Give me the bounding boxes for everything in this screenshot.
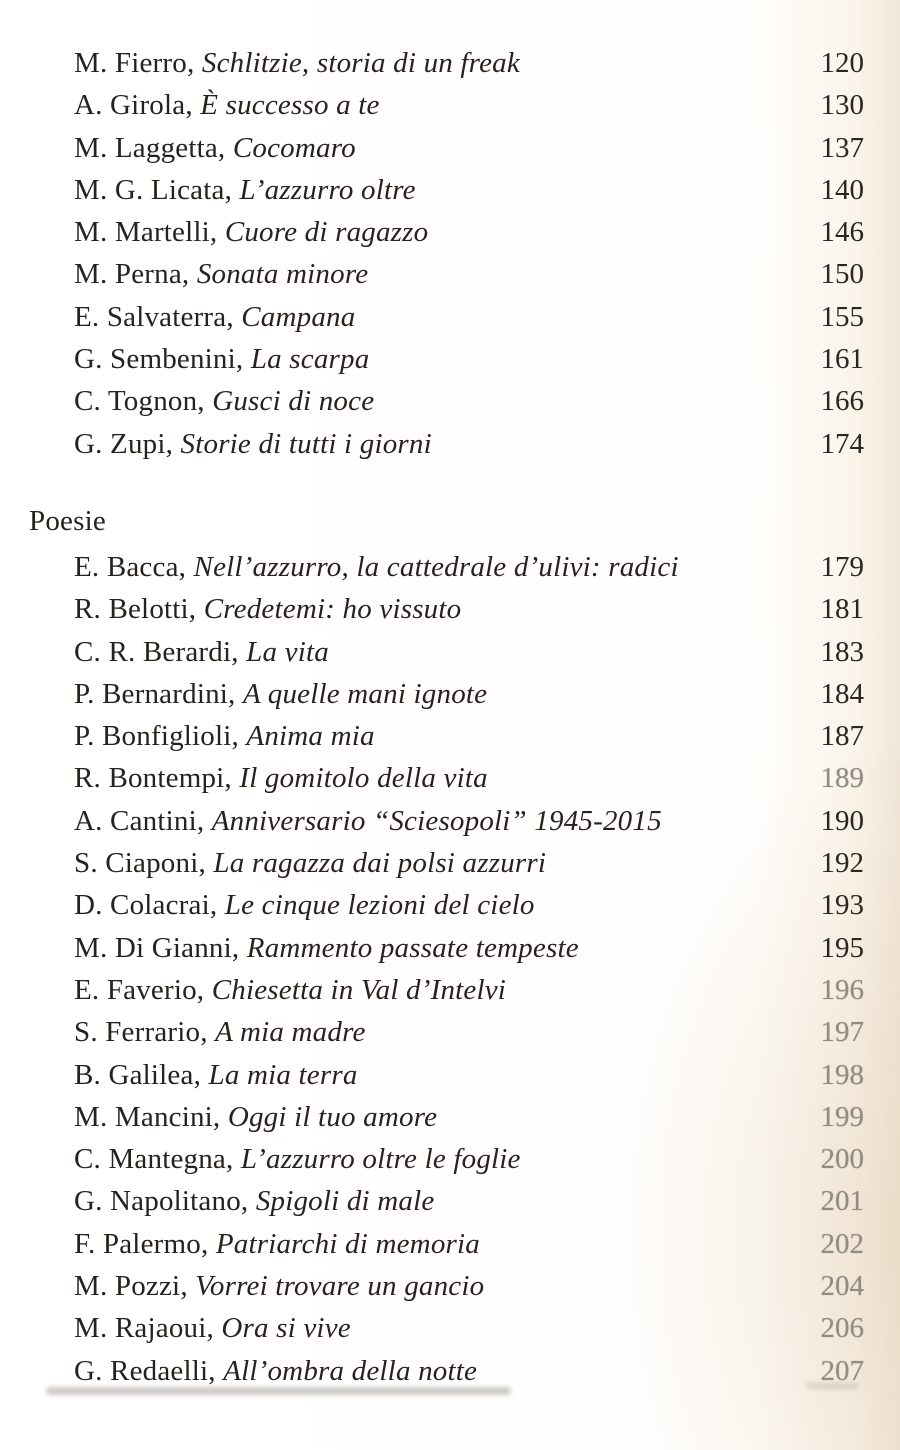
toc-author: E. Bacca, (74, 551, 187, 583)
toc-entry (74, 1096, 804, 1138)
toc-entry (74, 1223, 804, 1265)
toc-page-number: 183 (820, 635, 864, 668)
toc-page-number: 207 (820, 1354, 864, 1387)
toc-row (0, 1096, 900, 1138)
toc-page-number: 120 (820, 47, 864, 79)
toc-entry (74, 673, 804, 715)
toc-row (0, 338, 900, 380)
toc-page-number: 179 (820, 551, 864, 583)
toc-author: F. Palermo, (74, 1227, 209, 1260)
toc-title: Vorrei trovare un gancio (195, 1270, 485, 1303)
toc-author: P. Bonfiglioli, (74, 720, 239, 753)
toc-entry (74, 1011, 804, 1053)
toc-title: A quelle mani ignote (242, 677, 488, 710)
toc-row (0, 715, 900, 757)
toc-page-number: 193 (820, 889, 864, 922)
toc-entry (74, 296, 804, 338)
toc-title: A mia madre (215, 1016, 366, 1049)
toc-page-number: 197 (820, 1016, 864, 1049)
toc-page-number: 146 (820, 216, 864, 249)
toc-entry (74, 800, 804, 842)
toc-title: Credetemi: ho vissuto (203, 593, 462, 626)
toc-author: G. Sembenini, (74, 343, 244, 376)
toc-page-number: 201 (820, 1185, 864, 1218)
toc-page-number: 202 (820, 1227, 864, 1260)
toc-title: Nell’azzurro, la cattedrale d’ulivi: radici (193, 551, 679, 583)
toc-row (0, 380, 900, 422)
toc-title: L’azzurro oltre (239, 173, 416, 206)
toc-row (0, 927, 900, 969)
toc-row (0, 884, 900, 926)
toc-title: Anima mia (246, 720, 375, 753)
toc-title: Chiesetta in Val d’Intelvi (211, 973, 507, 1006)
scan-artifact-smudge-right (806, 1383, 858, 1389)
toc-row (0, 169, 900, 211)
toc-page-number: 189 (820, 762, 864, 795)
toc-title: Storie di tutti i giorni (180, 427, 432, 460)
toc-page-number: 195 (820, 931, 864, 964)
toc-page-number: 199 (820, 1100, 864, 1133)
toc-title: Cocomaro (232, 131, 356, 164)
toc-entry (74, 927, 804, 969)
section-heading-poesie: Poesie (29, 505, 106, 537)
toc-author: C. Tognon, (74, 385, 205, 418)
toc-author: B. Galilea, (74, 1058, 202, 1091)
toc-row (0, 1307, 900, 1349)
toc-page-number: 196 (820, 973, 864, 1006)
toc-page-number: 137 (820, 131, 864, 164)
toc-page-number: 161 (820, 343, 864, 376)
toc-title: La vita (246, 635, 329, 668)
toc-author: M. Di Gianni, (74, 931, 240, 964)
toc-author: M. Martelli, (74, 216, 218, 249)
toc-row (0, 1350, 900, 1392)
toc-entry (74, 84, 804, 126)
toc-author: G. Redaelli, (74, 1354, 216, 1387)
toc-title: La ragazza dai polsi azzurri (213, 847, 547, 880)
toc-entry (74, 1307, 804, 1349)
toc-author: S. Ciaponi, (74, 847, 206, 880)
toc-author: M. Rajaoui, (74, 1312, 214, 1345)
toc-row (0, 1054, 900, 1096)
toc-author: M. Perna, (74, 258, 190, 291)
toc-author: E. Faverio, (74, 973, 205, 1006)
toc-row (0, 84, 900, 126)
toc-entry (74, 1180, 804, 1222)
toc-page-number: 200 (820, 1143, 864, 1176)
toc-title: L’azzurro oltre le foglie (240, 1143, 521, 1176)
toc-page-number: 190 (820, 804, 864, 837)
toc-row (0, 127, 900, 169)
toc-title: Rammento passate tempeste (246, 931, 579, 964)
toc-row (0, 969, 900, 1011)
toc-page-number: 181 (820, 593, 864, 626)
toc-page-number: 174 (820, 427, 864, 460)
toc-entry (74, 380, 804, 422)
toc-page-number: 192 (820, 847, 864, 880)
toc-author: P. Bernardini, (74, 677, 236, 710)
toc-title: Gusci di noce (212, 385, 375, 418)
toc-entry (74, 842, 804, 884)
toc-title: La mia terra (208, 1058, 358, 1091)
toc-page-number: 204 (820, 1270, 864, 1303)
toc-author: D. Colacrai, (74, 889, 218, 922)
toc-title: Anniversario “Sciesopoli” 1945-2015 (211, 804, 662, 837)
toc-entry (74, 423, 804, 465)
toc-title: Le cinque lezioni del cielo (224, 889, 535, 922)
toc-author: A. Girola, (74, 89, 193, 122)
toc-row (0, 800, 900, 842)
toc-row (0, 588, 900, 630)
toc-title: All’ombra della notte (223, 1354, 478, 1387)
toc-row (0, 42, 900, 84)
toc-entry (74, 715, 804, 757)
toc-title: È successo a te (200, 89, 380, 122)
toc-author: G. Zupi, (74, 427, 174, 460)
toc-author: M. Laggetta, (74, 131, 226, 164)
toc-author: C. R. Berardi, (74, 635, 239, 668)
toc-row (0, 673, 900, 715)
toc-title: Patriarchi di memoria (215, 1227, 480, 1260)
toc-row (0, 1180, 900, 1222)
scan-artifact-partial-line (46, 1387, 511, 1395)
toc-title: Schlitzie, storia di un freak (201, 47, 520, 79)
toc-page-number: 206 (820, 1312, 864, 1345)
toc-section-poesie (0, 546, 900, 1392)
toc-title: La scarpa (250, 343, 370, 376)
toc-row (0, 842, 900, 884)
toc-entry (74, 588, 804, 630)
toc-title: Spigoli di male (255, 1185, 435, 1218)
toc-title: Oggi il tuo amore (227, 1100, 438, 1133)
toc-author: R. Belotti, (74, 593, 197, 626)
toc-entry (74, 1054, 804, 1096)
toc-entry (74, 42, 804, 84)
toc-entry (74, 631, 804, 673)
toc-author: M. G. Licata, (74, 173, 233, 206)
toc-row (0, 253, 900, 295)
toc-entry (74, 969, 804, 1011)
toc-row (0, 1223, 900, 1265)
toc-row (0, 423, 900, 465)
toc-author: G. Napolitano, (74, 1185, 249, 1218)
toc-row (0, 1011, 900, 1053)
toc-title: Sonata minore (196, 258, 369, 291)
toc-author: M. Fierro, (74, 47, 195, 79)
toc-entry (74, 169, 804, 211)
toc-entry (74, 546, 804, 588)
toc-title: Ora si vive (221, 1312, 351, 1345)
toc-row (0, 1138, 900, 1180)
toc-title: Cuore di ragazzo (224, 216, 429, 249)
toc-author: A. Cantini, (74, 804, 205, 837)
toc-author: E. Salvaterra, (74, 300, 234, 333)
toc-author: S. Ferrario, (74, 1016, 208, 1049)
toc-entry (74, 884, 804, 926)
toc-page-number: 166 (820, 385, 864, 418)
toc-row (0, 296, 900, 338)
toc-page-number: 155 (820, 300, 864, 333)
toc-author: R. Bontempi, (74, 762, 232, 795)
toc-entry (74, 1138, 804, 1180)
toc-page-number: 140 (820, 173, 864, 206)
toc-row (0, 631, 900, 673)
toc-entry (74, 211, 804, 253)
toc-page-number: 130 (820, 89, 864, 122)
toc-title: Campana (241, 300, 356, 333)
toc-author: M. Mancini, (74, 1100, 221, 1133)
toc-section-prose (0, 42, 900, 465)
toc-author: M. Pozzi, (74, 1270, 188, 1303)
toc-page-number: 198 (820, 1058, 864, 1091)
toc-entry (74, 757, 804, 799)
toc-page-number: 150 (820, 258, 864, 291)
toc-entry (74, 127, 804, 169)
toc-entry (74, 338, 804, 380)
toc-entry (74, 253, 804, 295)
toc-title: Il gomitolo della vita (239, 762, 488, 795)
toc-author: C. Mantegna, (74, 1143, 234, 1176)
toc-entry (74, 1350, 804, 1392)
toc-page-number: 184 (820, 677, 864, 710)
toc-row (0, 211, 900, 253)
toc-row (0, 1265, 900, 1307)
toc-row (0, 546, 900, 588)
toc-page-number: 187 (820, 720, 864, 753)
toc-row (0, 757, 900, 799)
toc-entry (74, 1265, 804, 1307)
